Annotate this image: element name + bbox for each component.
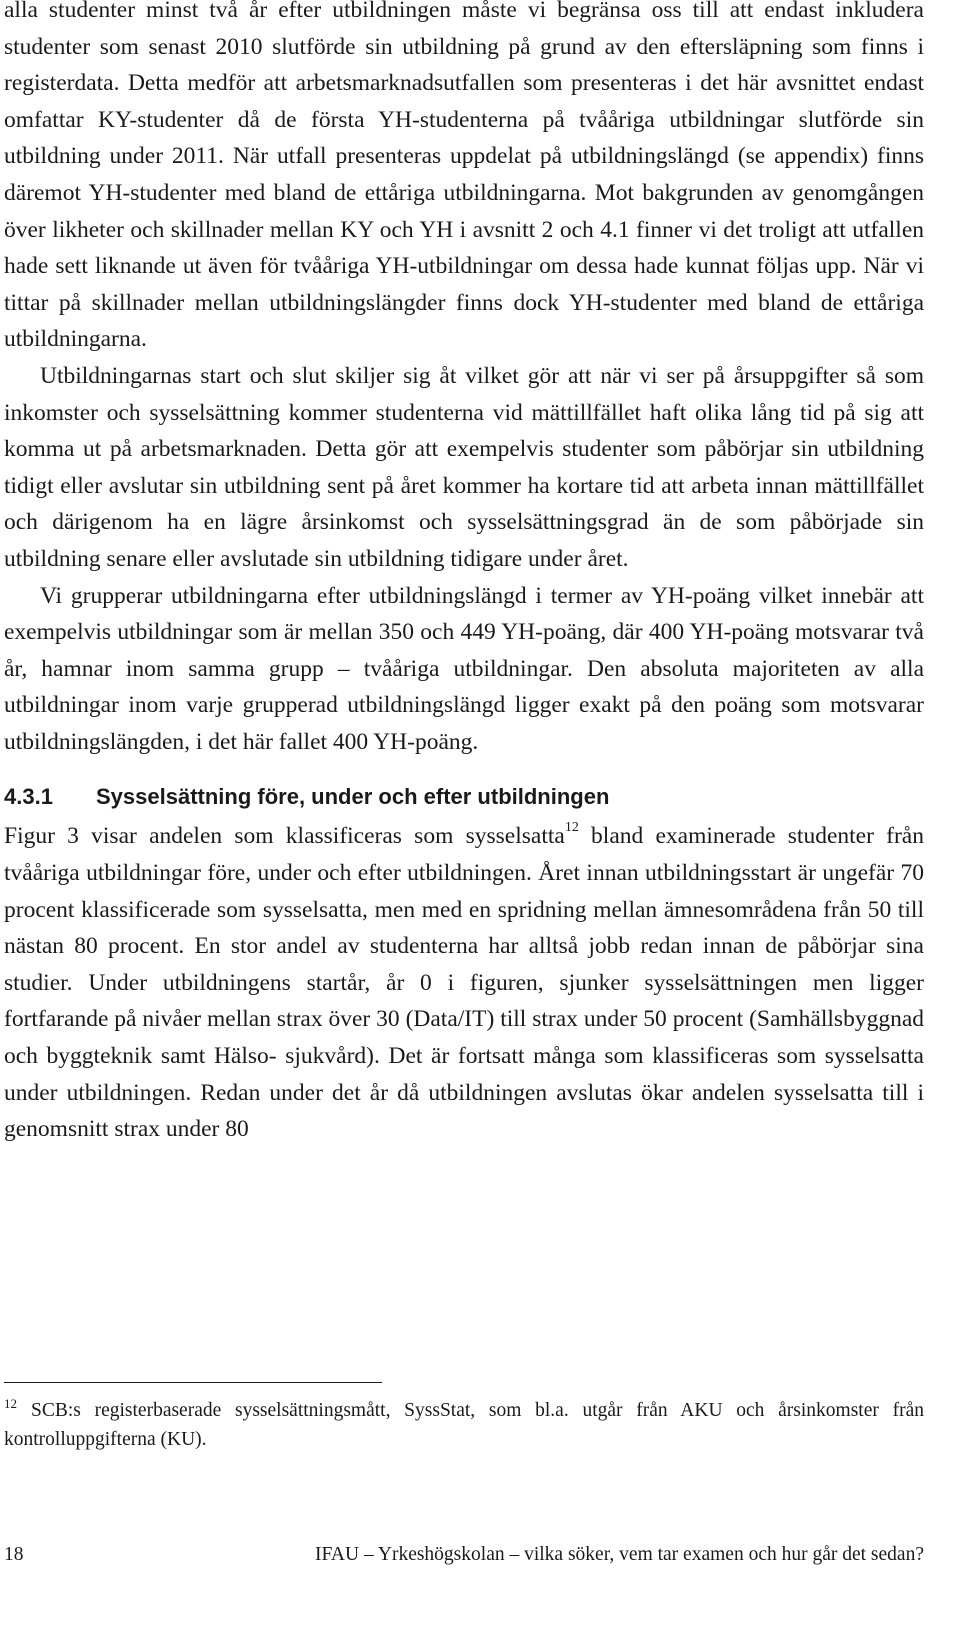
paragraph-utbildningarnas-start: Utbildningarnas start och slut skiljer sig åt vilket gör att när vi ser på årsuppgifter så som inkomster och sysselsättning kommer studenterna vid mättillfället haft olika lång tid på sig att komma ut på arbetsmarknaden. Detta gör att exempelvis studenter som påbörjar sin utbildning tidigt eller avslutar sin utbildning sent på året kommer ha kortare tid att arbeta innan mättillfället och därigenom ha en lägre årsinkomst och sysselsättningsgrad än de som påbörjade sin utbildning senare eller avslutade sin utbildning tidigare under året. [4, 362, 924, 572]
paragraph-registerdata: alla studenter minst två år efter utbildningen måste vi begränsa oss till att endast inkludera studenter som senast 2010 slutförde sin utbildning på grund av den eftersläpning som finns i registerdata. Detta medför att arbetsmarknadsutfallen som presenteras i det här avsnittet endast omfattar KY-studenter då de första YH-studenterna på tvååriga utbildningar slutförde sin utbildning under 2011. När utfall presenteras uppdelat på utbildningslängd (se appendix) finns däremot YH-studenter med bland de ettåriga utbildningarna. Mot bakgrunden av genomgången över likheter och skillnader mellan KY och YH i avsnitt 2 och 4.1 finner vi det troligt att utfallen hade sett liknande ut även för tvååriga YH-utbildningar om dessa hade kunnat följas upp. När vi tittar på skillnader mellan utbildningslängder finns dock YH-studenter med bland de ettåriga utbildningarna. [4, 0, 924, 353]
page-footer [4, 1542, 924, 1568]
footnote-text: SCB:s registerbaserade sysselsättningsmått, SyssStat, som bl.a. utgår från AKU och årsinkomster från kontrolluppgifterna (KU). [4, 1400, 924, 1450]
footnote-reference[interactable]: 12 [564, 820, 579, 836]
section-heading [4, 781, 924, 813]
paragraph-text-after-ref: bland examinerade studenter från tvååriga utbildningar före, under och efter utbildningen. Året innan utbildningsstart är ungefär 70 procent klassificerade som sysselsatta, men med en spridning mellan ämnesområdena från 50 till nästan 80 procent. En stor andel av studenterna har alltså jobb redan innan de påbörjar sina studier. Under utbildningens startår, år 0 i figuren, sjunker sysselsättningen men ligger fortfarande på nivåer mellan strax över 30 (Data/IT) till strax under 50 procent (Samhällsbyggnad och byggteknik samt Hälso- sjukvård). Det är fortsatt många som klassificeras som sysselsatta under utbildningen. Redan under det år då utbildningen avslutas ökar andelen sysselsatta till i genomsnitt strax under 80 [4, 823, 924, 1143]
paragraph-figur-3 [4, 818, 924, 1147]
running-title: IFAU – Yrkeshögskolan – vilka söker, vem tar examen och hur går det sedan? [315, 1544, 924, 1565]
footnote [4, 1396, 924, 1454]
paragraph-gruppering: Vi grupperar utbildningarna efter utbildningslängd i termer av YH-poäng vilket innebär att exempelvis utbildningar som är mellan 350 och 449 YH-poäng, där 400 YH-poäng motsvarar två år, hamnar inom samma grupp – tvååriga utbildningar. Den absoluta majoriteten av alla utbildningar inom varje grupperad utbildningslängd ligger exakt på den poäng som motsvarar utbildningslängden, i det här fallet 400 YH-poäng. [4, 582, 924, 755]
body-text [4, 0, 924, 1148]
section-title: Sysselsättning före, under och efter utbildningen [96, 784, 610, 810]
footnote-separator [4, 1382, 382, 1383]
section-number: 4.3.1 [4, 784, 53, 810]
paragraph-text-before-ref: Figur 3 visar andelen som klassificeras som sysselsatta [4, 823, 565, 850]
page-number: 18 [4, 1544, 24, 1565]
footnote-number: 12 [4, 1396, 17, 1411]
